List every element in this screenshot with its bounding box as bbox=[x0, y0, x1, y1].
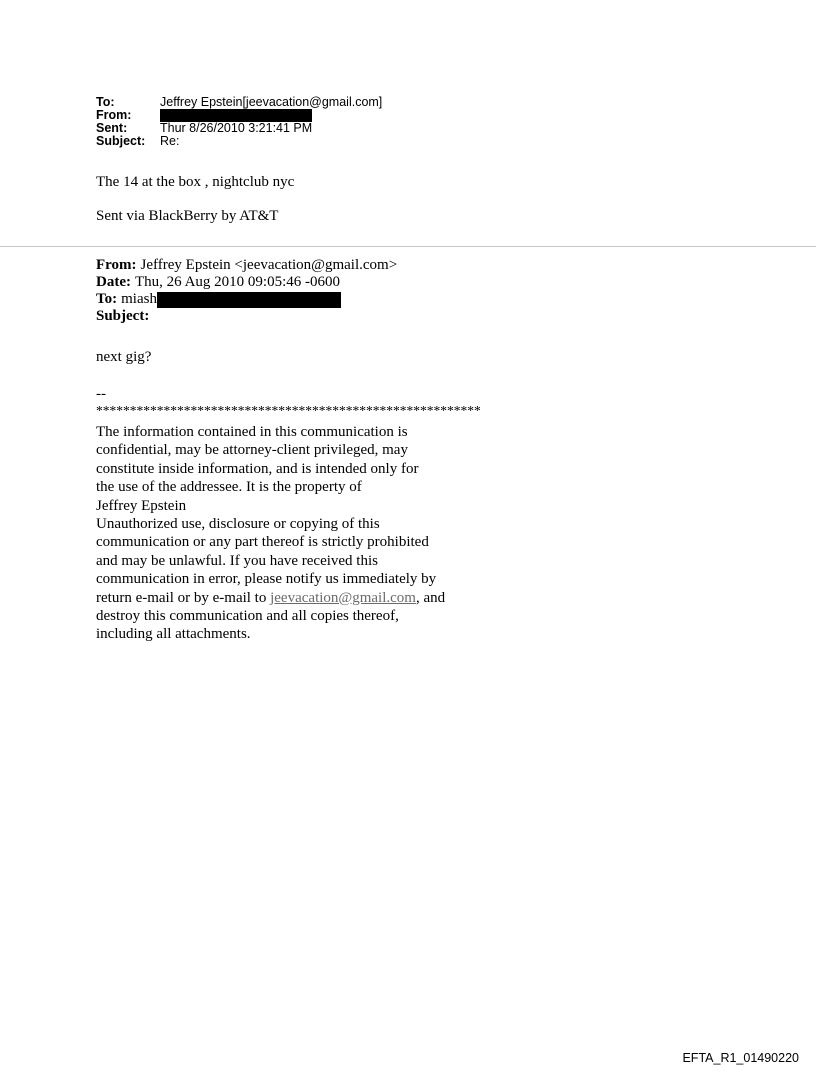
subject-value: Re: bbox=[160, 134, 180, 148]
to-label: To: bbox=[96, 95, 115, 109]
quoted-subject-row bbox=[96, 308, 397, 325]
document-id: EFTA_R1_01490220 bbox=[682, 1051, 799, 1065]
quoted-subject-label: Subject: bbox=[96, 308, 150, 324]
quoted-header bbox=[96, 257, 397, 325]
signature-dash: -- bbox=[96, 386, 106, 402]
disclaimer-line: Jeffrey Epstein bbox=[96, 497, 187, 514]
quoted-date-label: Date: bbox=[96, 274, 131, 290]
sent-value: Thur 8/26/2010 3:21:41 PM bbox=[160, 121, 313, 135]
stars-separator: ********************************************************* bbox=[96, 403, 481, 418]
quoted-date-value: Thu, 26 Aug 2010 09:05:46 -0600 bbox=[134, 274, 340, 290]
to-row bbox=[96, 96, 382, 109]
disclaimer-line: confidential, may be attorney-client privileged, may bbox=[96, 442, 408, 459]
quoted-to-value: miash bbox=[121, 291, 157, 307]
redaction-box bbox=[157, 292, 341, 308]
disclaimer-line: the use of the addressee. It is the property of bbox=[96, 479, 362, 496]
quoted-message: next gig? bbox=[96, 349, 152, 365]
quoted-from-value: Jeffrey Epstein <jeevacation@gmail.com> bbox=[140, 257, 398, 273]
disclaimer-line: and may be unlawful. If you have received this bbox=[96, 552, 378, 569]
disclaimer-line: communication in error, please notify us immediately by bbox=[96, 571, 437, 588]
subject-row bbox=[96, 135, 382, 148]
disclaimer-line: The information contained in this communication is bbox=[96, 424, 408, 440]
disclaimer-line: including all attachments. bbox=[96, 626, 251, 643]
sent-label: Sent: bbox=[96, 121, 128, 135]
disclaimer-line: communication or any part thereof is strictly prohibited bbox=[96, 534, 429, 551]
from-label: From: bbox=[96, 108, 132, 122]
blackberry-signature: Sent via BlackBerry by AT&T bbox=[96, 208, 279, 224]
confidentiality-disclaimer bbox=[96, 423, 445, 644]
quoted-to-row bbox=[96, 291, 397, 308]
disclaimer-line: Unauthorized use, disclosure or copying of this bbox=[96, 516, 380, 533]
subject-label: Subject: bbox=[96, 134, 146, 148]
quoted-from-label: From: bbox=[96, 257, 137, 273]
divider bbox=[0, 246, 816, 247]
disclaimer-line: destroy this communication and all copies thereof, bbox=[96, 608, 399, 625]
quoted-to-label: To: bbox=[96, 291, 118, 307]
to-value: Jeffrey Epstein[jeevacation@gmail.com] bbox=[160, 95, 383, 109]
quoted-date-row bbox=[96, 274, 397, 291]
email-header bbox=[96, 96, 382, 148]
quoted-from-row bbox=[96, 257, 397, 274]
message-body: The 14 at the box , nightclub nyc bbox=[96, 174, 295, 190]
disclaimer-line: constitute inside information, and is intended only for bbox=[96, 460, 419, 477]
email-link[interactable]: jeevacation@gmail.com bbox=[270, 589, 416, 606]
disclaimer-line: return e-mail or by e-mail to jeevacation@gmail.com, and bbox=[96, 589, 446, 606]
